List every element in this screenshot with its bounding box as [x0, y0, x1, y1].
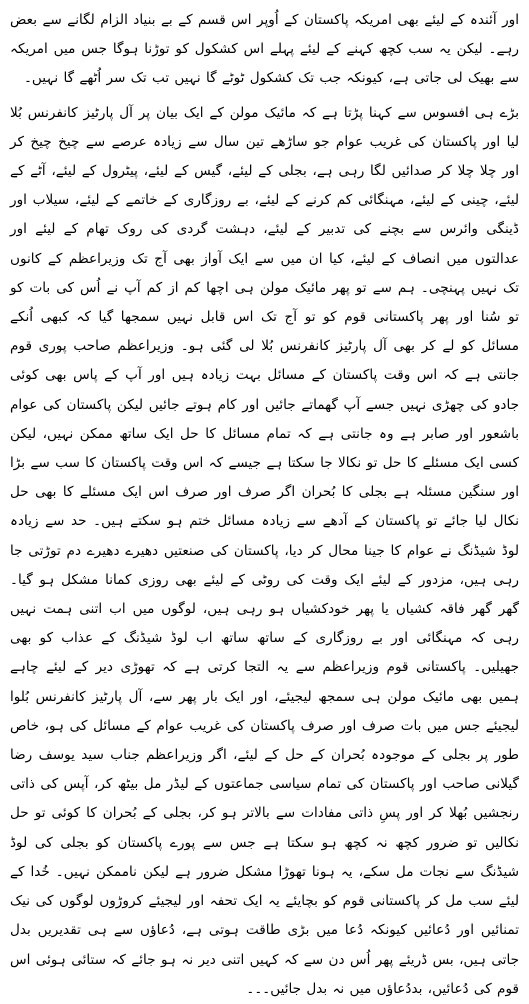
article-paragraph-1: اور آئندہ کے لیئے بھی امریکہ پاکستان کے اُوپر اس قسم کے بے بنیاد الزام لگانے سے بعض رہے۔ لیکن یہ سب کچھ کہنے کے لیئے پہلے اس کشکول کو توڑنا ہوگا جس میں امریکہ سے بھیک لی جاتی ہے، کیونکہ جب تک کشکول ٹوٹے گا نہیں تب تک سر اُٹھے گا نہیں۔ — [10, 12, 519, 87]
article-paragraph-2: بڑے ہی افسوس سے کہنا پڑتا ہے کہ مائیک مولن کے ایک بیان پر آل پارٹیز کانفرنس بُلا لیا اور پاکستان کی غریب عوام جو ساڑھے تین سال سے زیادہ عرصے سے چیخ چیخ کر اور چلا چلا کر صدائیں لگا رہی ہے، بجلی کے لیئے، گیس کے لیئے، پیٹرول کے لیئے، آٹے کے لیئے، چینی کے لیئے، مہنگائی کم کرنے کے لیئے، بے روزگاری کے خاتمے کے لیئے، سیلاب اور ڈینگی وائرس سے بچنے کی تدبیر کے لیئے، دہشت گردی کی روک تھام کے لیئے اور عدالتوں میں انصاف کے لیئے، کیا ان میں سے ایک آواز بھی آج تک وزیراعظم کے کانوں تک نہیں پہنچی۔ ہم سے تو پھر مائیک مولن ہی اچھا کم از کم آپ نے اُس کی بات کو تو سُنا اور پھر پاکستانی قوم کو تو آج تک اس قابل نہیں سمجھا گیا کہ کبھی اُنکے مسائل کو لے کر بھی آل پارٹیز کانفرنس بُلا لی گئی ہو۔ وزیراعظم صاحب پوری قوم جانتی ہے کہ اس وقت پاکستان کے مسائل بہت زیادہ ہیں اور آپ کے پاس بھی کوئی جادو کی چھڑی نہیں جسے آپ گھماتے جائیں اور کام ہوتے جائیں لیکن پاکستان کی عوام باشعور اور صابر ہے وہ جانتی ہے کہ تمام مسائل کا حل ایک ساتھ ممکن نہیں، لیکن کسی ایک مسئلے کا حل تو نکالا جا سکتا ہے جیسے کہ اس وقت پاکستان کا سب سے بڑا اور سنگین مسئلہ ہے بجلی کا بُحران اگر صرف اور صرف اس ایک مسئلے کا بھی حل نکال لیا جائے تو پاکستان کے آدھے سے زیادہ مسائل ختم ہو سکتے ہیں۔ حد سے زیادہ لوڈ شیڈنگ نے عوام کا جینا محال کر دیا، پاکستان کی صنعتیں دھیرے دھیرے دم توڑتی جا رہی ہیں، مزدور کے لیئے ایک وقت کی روٹی کے لیئے بھی روزی کمانا مشکل ہو گیا۔ گھر گھر فاقہ کشیاں یا پھر خودکشیاں ہو رہی ہیں، لوگوں میں اب اتنی ہمت نہیں رہی کہ مہنگائی اور بے روزگاری کے ساتھ ساتھ اب لوڈ شیڈنگ کے عذاب کو بھی جھیلیں۔ پاکستانی قوم وزیراعظم سے یہ التجا کرتی ہے کہ تھوڑی دیر کے لیئے چاہے ہمیں بھی مائیک مولن ہی سمجھ لیجیئے، اور ایک بار پھر سے، آل پارٹیز کانفرنس بُلوا لیجیئے جس میں بات صرف اور صرف پاکستان کی غریب عوام کے مسائل کی ہو، خاص طور پر بجلی کے موجودہ بُحران کے حل کے لیئے، اگر وزیراعظم جناب سید یوسف رضا گیلانی صاحب اور پاکستان کی تمام سیاسی جماعتوں کے لیڈر مل بیٹھ کر، آپس کی ذاتی رنجشیں بُھلا کر اور پسِ ذاتی مفادات سے بالاتر ہو کر، بجلی کے بُحران کا کوئی تو حل نکالیں تو ضرور کچھ نہ کچھ ہو سکتا ہے جس سے پورے پاکستان کو بجلی کی لوڈ شیڈنگ سے نجات مل سکے، یہ ہونا تھوڑا مشکل ضرور ہے لیکن ناممکن نہیں۔ خُدا کے لیئے سب مل کر پاکستانی قوم کو بچایئے یہ ایک تحفہ اور لیجیئے کروڑوں لوگوں کی نیک تمنائیں اور دُعائیں کیونکہ دُعا میں بڑی طاقت ہوتی ہے، دُعاؤں سے ہی تقدیریں بدل جاتی ہیں، بس ڈریئے پھر اُس دن سے کہ کہیں اتنی دیر نہ ہو جائے کہ ستائی ہوئی اس قوم کی دُعائیں، بددُعاؤں میں نہ بدل جائیں۔۔۔ — [10, 104, 519, 997]
